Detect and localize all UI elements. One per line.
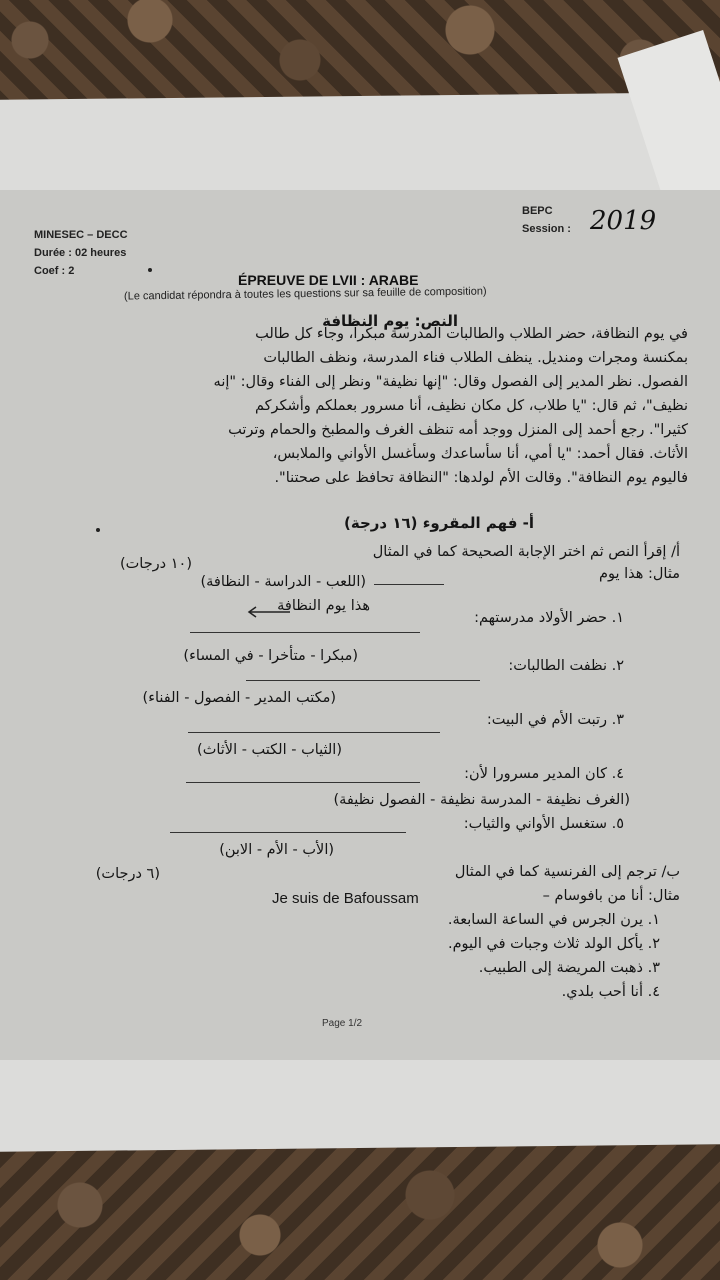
translation-item: ١. يرن الجرس في الساعة السابعة.	[447, 912, 660, 928]
org-label: MINESEC – DECC	[34, 229, 128, 241]
ink-dot	[96, 528, 100, 532]
session-year: 2019	[590, 206, 657, 236]
coef-label: Coef : 2	[34, 265, 75, 277]
question-item: ٤. كان المدير مسرورا لأن:	[464, 766, 624, 782]
translation-item: ٢. يأكل الولد ثلاث وجبات في اليوم.	[447, 936, 660, 952]
header-left	[34, 226, 128, 280]
example-answer: هذا يوم النظافة	[277, 598, 370, 614]
passage-line: الأثاث. فقال أحمد: "يا أمي، أنا سأساعدك وسأغسل الأواني والملابس،	[272, 446, 688, 462]
ink-dot	[148, 268, 152, 272]
exam-label: BEPC	[522, 205, 553, 217]
question-options: (الغرف نظيفة - المدرسة نظيفة - الفصول نظيفة)	[333, 792, 630, 808]
passage-line: في يوم النظافة، حضر الطلاب والطالبات المدرسة مبكرا، وجاء كل طالب	[255, 326, 688, 342]
carpet-background-bottom	[0, 1145, 720, 1280]
answer-blank	[188, 732, 440, 733]
example-blank	[374, 584, 444, 585]
question-options: (مكتب المدير - الفصول - الفناء)	[142, 690, 336, 706]
q1-points: (١٠ درجات)	[119, 556, 192, 572]
question-options: (مبكرا - متأخرا - في المساء)	[183, 648, 358, 664]
question-item: ٢. نظفت الطالبات:	[508, 658, 624, 674]
q2-title: ب/ ترجم إلى الفرنسية كما في المثال	[454, 864, 680, 880]
q1-title: أ/ إقرأ النص ثم اختر الإجابة الصحيحة كما في المثال	[372, 544, 680, 560]
translation-item: ٤. أنا أحب بلدي.	[561, 984, 660, 1000]
passage-line: بمكنسة ومجرات ومنديل. ينظف الطلاب فناء المدرسة، ونظف الطالبات	[263, 350, 688, 366]
section-a-title: أ- فهم المقروء (١٦ درجة)	[344, 514, 534, 532]
example-options: (اللعب - الدراسة - النظافة)	[200, 574, 366, 590]
duration-label: Durée : 02 heures	[34, 247, 127, 259]
translation-item: ٣. ذهبت المريضة إلى الطبيب.	[478, 960, 660, 976]
answer-blank	[186, 782, 420, 783]
header-right	[522, 202, 571, 238]
passage-line: كثيرا". رجع أحمد إلى المنزل ووجد أمه تنظف الغرف والمطبخ والحمام وترتب	[228, 422, 688, 438]
arrow-left-icon	[246, 606, 292, 618]
passage-line: فاليوم يوم النظافة". وقالت الأم لولدها: "النظافة تحافظ على صحتنا".	[274, 470, 688, 486]
answer-blank	[170, 832, 406, 833]
page-number: Page 1/2	[322, 1018, 363, 1029]
q2-points: (٦ درجات)	[95, 866, 160, 882]
exam-instruction: (Le candidat répondra à toutes les questions sur sa feuille de composition)	[123, 285, 487, 303]
passage-title: النص: يوم النظافة	[322, 312, 458, 330]
question-item: ٣. رتبت الأم في البيت:	[486, 712, 624, 728]
q2-example-ar: مثال: أنا من بافوسام –	[542, 888, 680, 904]
example-label: مثال: هذا يوم	[599, 566, 680, 582]
answer-blank	[190, 632, 420, 633]
question-item: ٥. ستغسل الأواني والثياب:	[463, 816, 624, 832]
passage-line: نظيف"، ثم قال: "يا طلاب، كل مكان نظيف، أنا مسرور بعملكم وأشكركم	[255, 398, 688, 414]
session-label: Session :	[522, 223, 571, 235]
question-options: (الثياب - الكتب - الأثاث)	[197, 742, 342, 758]
answer-blank	[246, 680, 480, 681]
passage-line: الفصول. نظر المدير إلى الفصول وقال: "إنها نظيفة" ونظر إلى الفناء وقال: "إنه	[213, 374, 688, 390]
question-item: ١. حضر الأولاد مدرستهم:	[474, 610, 624, 626]
q2-example-fr: Je suis de Bafoussam	[272, 890, 419, 907]
question-options: (الأب - الأم - الابن)	[219, 842, 334, 858]
exam-title: ÉPREUVE DE LVII : ARABE	[238, 272, 419, 288]
